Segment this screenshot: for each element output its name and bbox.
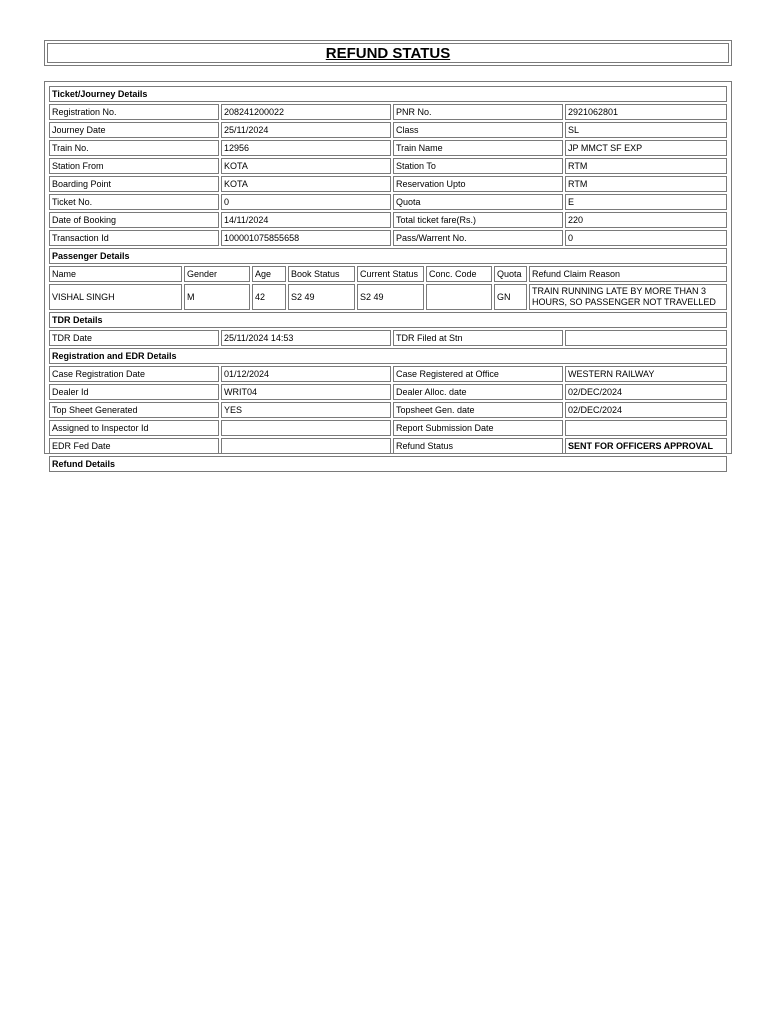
label-cell: Pass/Warrent No. — [393, 230, 563, 246]
label-cell: Station To — [393, 158, 563, 174]
passenger-current-status: S2 49 — [357, 284, 424, 310]
label-cell: Quota — [393, 194, 563, 210]
refund-status-value: SENT FOR OFFICERS APPROVAL — [565, 438, 727, 454]
label-cell: Class — [393, 122, 563, 138]
value-cell: 0 — [221, 194, 391, 210]
table-row — [49, 284, 727, 310]
label-cell: Boarding Point — [49, 176, 219, 192]
label-cell: TDR Date — [49, 330, 219, 346]
passenger-name: VISHAL SINGH — [49, 284, 182, 310]
passenger-book-status: S2 49 — [288, 284, 355, 310]
column-header: Quota — [494, 266, 527, 282]
value-cell: KOTA — [221, 158, 391, 174]
value-cell: 12956 — [221, 140, 391, 156]
value-cell: E — [565, 194, 727, 210]
table-row — [49, 330, 727, 346]
label-cell: Station From — [49, 158, 219, 174]
tdr-heading: TDR Details — [49, 312, 727, 328]
table-row — [49, 438, 727, 454]
label-cell: Total ticket fare(Rs.) — [393, 212, 563, 228]
passenger-gender: M — [184, 284, 250, 310]
table-header-row — [49, 266, 727, 282]
label-cell: Registration No. — [49, 104, 219, 120]
column-header: Refund Claim Reason — [529, 266, 727, 282]
refund-claim-reason: TRAIN RUNNING LATE BY MORE THAN 3 HOURS, SO PASSENGER NOT TRAVELLED — [529, 284, 727, 310]
value-cell: YES — [221, 402, 391, 418]
tdr-table — [47, 310, 729, 348]
label-cell: Case Registration Date — [49, 366, 219, 382]
label-cell: Reservation Upto — [393, 176, 563, 192]
refund-table — [47, 454, 729, 474]
journey-heading: Ticket/Journey Details — [49, 86, 727, 102]
table-row — [49, 402, 727, 418]
value-cell: WRIT04 — [221, 384, 391, 400]
value-cell: 01/12/2024 — [221, 366, 391, 382]
value-cell — [221, 438, 391, 454]
label-cell: Transaction Id — [49, 230, 219, 246]
label-cell: Case Registered at Office — [393, 366, 563, 382]
table-row — [49, 230, 727, 246]
value-cell: 2921062801 — [565, 104, 727, 120]
label-cell: Date of Booking — [49, 212, 219, 228]
registration-heading: Registration and EDR Details — [49, 348, 727, 364]
passenger-quota: GN — [494, 284, 527, 310]
column-header: Current Status — [357, 266, 424, 282]
label-cell: Topsheet Gen. date — [393, 402, 563, 418]
label-cell: Dealer Id — [49, 384, 219, 400]
passenger-age: 42 — [252, 284, 286, 310]
passenger-table — [47, 246, 729, 312]
value-cell — [565, 420, 727, 436]
value-cell: KOTA — [221, 176, 391, 192]
table-row — [49, 420, 727, 436]
value-cell: WESTERN RAILWAY — [565, 366, 727, 382]
column-header: Book Status — [288, 266, 355, 282]
label-cell: Train No. — [49, 140, 219, 156]
label-cell: Report Submission Date — [393, 420, 563, 436]
passenger-heading: Passenger Details — [49, 248, 727, 264]
value-cell: 25/11/2024 14:53 — [221, 330, 391, 346]
label-cell: PNR No. — [393, 104, 563, 120]
value-cell: 25/11/2024 — [221, 122, 391, 138]
page-title: REFUND STATUS — [47, 43, 729, 63]
value-cell: 14/11/2024 — [221, 212, 391, 228]
title-frame — [44, 40, 732, 66]
passenger-conc-code — [426, 284, 492, 310]
table-row — [49, 194, 727, 210]
value-cell: RTM — [565, 158, 727, 174]
label-cell: Refund Status — [393, 438, 563, 454]
refund-heading: Refund Details — [49, 456, 727, 472]
value-cell: 02/DEC/2024 — [565, 384, 727, 400]
value-cell — [565, 330, 727, 346]
label-cell: EDR Fed Date — [49, 438, 219, 454]
label-cell: Train Name — [393, 140, 563, 156]
column-header: Gender — [184, 266, 250, 282]
value-cell: 100001075855658 — [221, 230, 391, 246]
value-cell — [221, 420, 391, 436]
value-cell: JP MMCT SF EXP — [565, 140, 727, 156]
column-header: Age — [252, 266, 286, 282]
value-cell: 208241200022 — [221, 104, 391, 120]
table-row — [49, 212, 727, 228]
column-header: Conc. Code — [426, 266, 492, 282]
label-cell: TDR Filed at Stn — [393, 330, 563, 346]
table-row — [49, 104, 727, 120]
label-cell: Ticket No. — [49, 194, 219, 210]
table-row — [49, 140, 727, 156]
registration-table — [47, 346, 729, 456]
journey-table — [47, 84, 729, 248]
label-cell: Journey Date — [49, 122, 219, 138]
value-cell: 0 — [565, 230, 727, 246]
table-row — [49, 176, 727, 192]
value-cell: SL — [565, 122, 727, 138]
label-cell: Dealer Alloc. date — [393, 384, 563, 400]
refund-details-frame — [44, 81, 732, 469]
label-cell: Assigned to Inspector Id — [49, 420, 219, 436]
table-row — [49, 384, 727, 400]
table-row — [49, 122, 727, 138]
value-cell: 02/DEC/2024 — [565, 402, 727, 418]
value-cell: RTM — [565, 176, 727, 192]
table-row — [49, 158, 727, 174]
label-cell: Top Sheet Generated — [49, 402, 219, 418]
value-cell: 220 — [565, 212, 727, 228]
table-row — [49, 366, 727, 382]
column-header: Name — [49, 266, 182, 282]
